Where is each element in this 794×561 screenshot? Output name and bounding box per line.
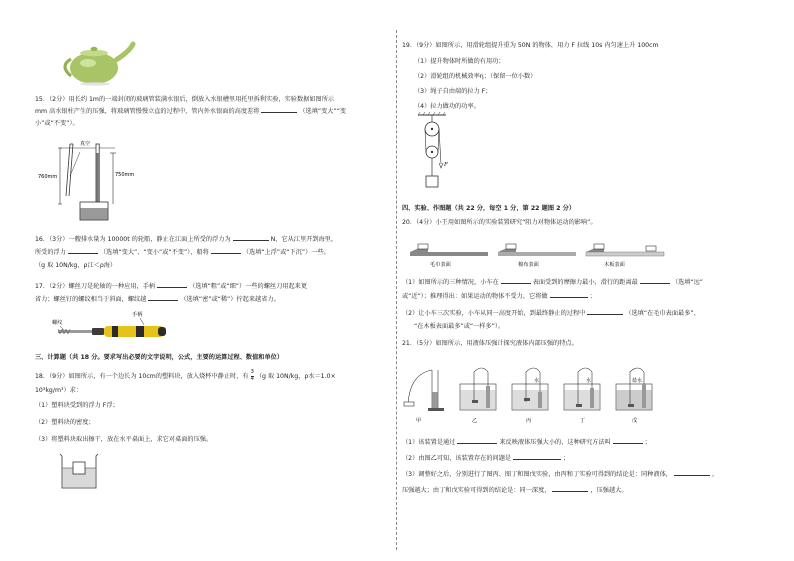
q20-line5: “在木板表面最多”或“一样多”）。 [414, 323, 505, 330]
q18-line1a: 18．（9分）如图所示，有一个边长为 10cm的塑料块，放入烧杯中静止时，有 [35, 373, 249, 381]
gauge-wu [616, 368, 652, 410]
q18-frac-num: 3 [250, 369, 254, 375]
q17-line1b: （选填“粗”或“细”）一些的螺丝刀用起来更 [189, 283, 308, 290]
label-cotton-surface: 棉布表面 [518, 262, 539, 268]
q16-line1b: N，它从江里开到海里， [270, 236, 338, 243]
label-handle: 手柄 [132, 312, 143, 318]
q15-line3: 小”或“不变”）。 [35, 120, 79, 127]
friction-experiment-diagram [408, 232, 668, 268]
q20-line4 [402, 310, 700, 318]
q15-line2 [35, 108, 346, 116]
section4-heading: 四、实验、作图题（共 22 分，每空 1 分，第 22 题图 2 分） [402, 205, 576, 212]
q20-line3 [402, 293, 596, 301]
q16-line2a: 所受的浮力 [35, 249, 66, 256]
q21-line3b: ； [563, 455, 570, 462]
label-ding: 丁 [580, 418, 586, 424]
q16-blank-2[interactable] [68, 253, 98, 254]
q20-line1: 20．（4分）小王用如图所示的实验装置研究“阻力对物体运动的影响”。 [402, 219, 597, 226]
q16-blank-1[interactable] [233, 240, 269, 241]
label-water-bing: 水 [534, 378, 540, 384]
q21-line3a: （2）由图乙可知，该装置存在的问题是 [402, 455, 512, 462]
q18-line1b: （g 取 10N/kg，ρ水＝1.0× [255, 373, 336, 381]
q16-line3: （g 取 10N/kg，ρ江＜ρ海） [35, 262, 117, 269]
label-wood-surface: 木板表面 [604, 262, 625, 268]
q20-blank-1[interactable] [501, 283, 531, 284]
q17-blank-2[interactable] [148, 300, 178, 301]
q21-blank-4[interactable] [674, 475, 710, 476]
q20-line3a: 或“近”）；推理得出：如果运动的物体不受力，它将做 [402, 293, 548, 300]
q20-blank-3[interactable] [550, 297, 588, 298]
q19-item2: （2）滑轮组的机械效率η；（保留一位小数） [414, 73, 537, 80]
label-wu: 戊 [632, 418, 638, 424]
q21-line2c: ； [644, 439, 651, 446]
q19-item1: （1）提升物体时所做的有用功； [414, 58, 505, 65]
q21-line2a: （1）该装置是通过 [402, 439, 456, 446]
q21-line5a: 压强越大；由丁和戊实验可得到的结论是：同一深度， [402, 487, 551, 494]
gauge-bing [512, 368, 548, 410]
q16-line2 [35, 249, 330, 257]
q20-line2 [402, 279, 703, 287]
q18-line2: 10³kg/m³）求： [35, 387, 83, 394]
gauge-yi [460, 368, 496, 410]
q21-line3 [402, 455, 569, 463]
gauge-jia [404, 370, 444, 411]
label-force-F: F [444, 162, 448, 168]
label-jia: 甲 [416, 418, 422, 424]
q16-line1 [35, 236, 337, 244]
label-salt-water: 盐水 [632, 378, 643, 384]
q16-line2b: （选填“变大”、“变小”或“不变”），船将 [99, 249, 209, 256]
q18-item2: （2）塑料块的密度； [35, 419, 95, 426]
q21-line4 [402, 471, 718, 479]
q18-item1: （1）塑料块受到的浮力 F浮； [35, 402, 119, 409]
q21-line1: 21．（5分）如图所示，用液体压强计探究液体内部压强的特点。 [402, 340, 578, 347]
ramp-towel [410, 244, 488, 256]
section3-heading: 三、计算题（共 18 分。要求写出必要的文字说明，公式，主要的运算过程、数值和单位） [35, 354, 284, 361]
q21-line5 [402, 487, 628, 495]
q20-blank-2[interactable] [640, 283, 670, 284]
q20-line2c: （选填“远” [671, 279, 703, 286]
q18-frac-den: 4 [250, 375, 254, 382]
q20-line4b: （选填“在毛巾表面最多”、 [625, 310, 700, 317]
q21-line2 [402, 439, 651, 447]
q16-line1a: 16．（3分）一艘排水量为 10000t 的轮船，静止在江面上所受的浮力为 [35, 236, 231, 243]
label-yi: 乙 [472, 418, 478, 424]
q17-line2 [35, 296, 280, 304]
label-thread: 螺纹 [52, 320, 63, 326]
ramp-wood [586, 244, 664, 256]
q18-item3: （3）将塑料块取出擦干，放在水平桌面上，求它对桌面的压强。 [35, 436, 213, 443]
ramp-cotton [498, 244, 576, 256]
q18-line1 [35, 370, 336, 382]
teapot-image [58, 38, 138, 86]
q15-line1: 15．（2分）用长约 1m的一端封闭的玻璃管装满水银后，倒放入水银槽里用托里拆利实验，实验数据如图所示 [35, 96, 335, 103]
q16-blank-3[interactable] [211, 253, 241, 254]
screwdriver-image [40, 308, 190, 342]
pressure-gauge-diagram [402, 352, 702, 424]
q16-line2c: （选填“上浮”或“下沉”）一些。 [242, 249, 330, 256]
q20-line4a: （2）让小车三次实验，小车从同一高度开始，到最终静止的过程中 [402, 310, 586, 317]
q17-line2b: （选填“密”或“稀”）拧起来越省力。 [180, 296, 280, 303]
q20-blank-4[interactable] [587, 314, 623, 315]
q19-line1: 19．（9分）如图所示，用滑轮组提升重为 50N 的物体，用力 F 拉线 10s 内匀速上升 100cm [402, 42, 659, 49]
column-divider [396, 30, 397, 550]
q17-line2a: 省力；螺丝钉的螺纹相当于斜面，螺纹越 [35, 296, 147, 303]
q21-line4a: （3）调整好之后，分别进行了图丙、图丁和图戊实验，由丙和丁实验可得到的结论是：同种液体， [402, 471, 672, 478]
pulley-system-diagram [416, 112, 452, 194]
torricelli-diagram [40, 136, 150, 228]
q17-line1a: 17．（2分）螺丝刀是轮轴的一种应用，手柄 [35, 283, 156, 290]
q20-line3b: ； [589, 293, 596, 300]
q19-item4: （4）拉力做功的功率。 [414, 103, 480, 110]
label-750mm: 750mm [115, 172, 135, 178]
q20-line2a: （1）如图所示的三种情况，小车在 [402, 279, 499, 286]
q21-line2b: 来反映液体压强大小的，这种研究方法叫 [499, 439, 611, 446]
q21-blank-5[interactable] [552, 491, 588, 492]
q18-fraction [251, 370, 254, 382]
gauge-ding [564, 368, 600, 410]
q21-blank-2[interactable] [613, 443, 643, 444]
q17-line1 [35, 283, 307, 291]
label-760mm: 760mm [38, 174, 58, 180]
q15-answer-blank[interactable] [261, 112, 297, 113]
q21-line4b: ， [711, 471, 719, 478]
q15-line2b: （选填“变大”“变 [299, 108, 347, 115]
label-bing: 丙 [526, 418, 532, 424]
label-water-ding: 水 [586, 378, 592, 384]
q21-blank-3[interactable] [513, 459, 561, 460]
q21-line5b: ，压强越大。 [590, 487, 628, 494]
q19-item3: （3）绳子自由端的拉力 F； [414, 88, 492, 95]
q20-line2b: 表面受到的摩擦力最小，滑行的距离最 [532, 279, 638, 286]
q21-blank-1[interactable] [457, 443, 497, 444]
q17-blank-1[interactable] [157, 287, 187, 288]
label-towel-surface: 毛巾表面 [430, 262, 451, 268]
beaker-diagram [58, 452, 100, 490]
label-vacuum: 真空 [80, 141, 91, 147]
q15-line2a: mm 高水银柱产生的压强，将玻璃管慢慢立直的过程中，管内外水银面的高度差将 [35, 108, 260, 115]
